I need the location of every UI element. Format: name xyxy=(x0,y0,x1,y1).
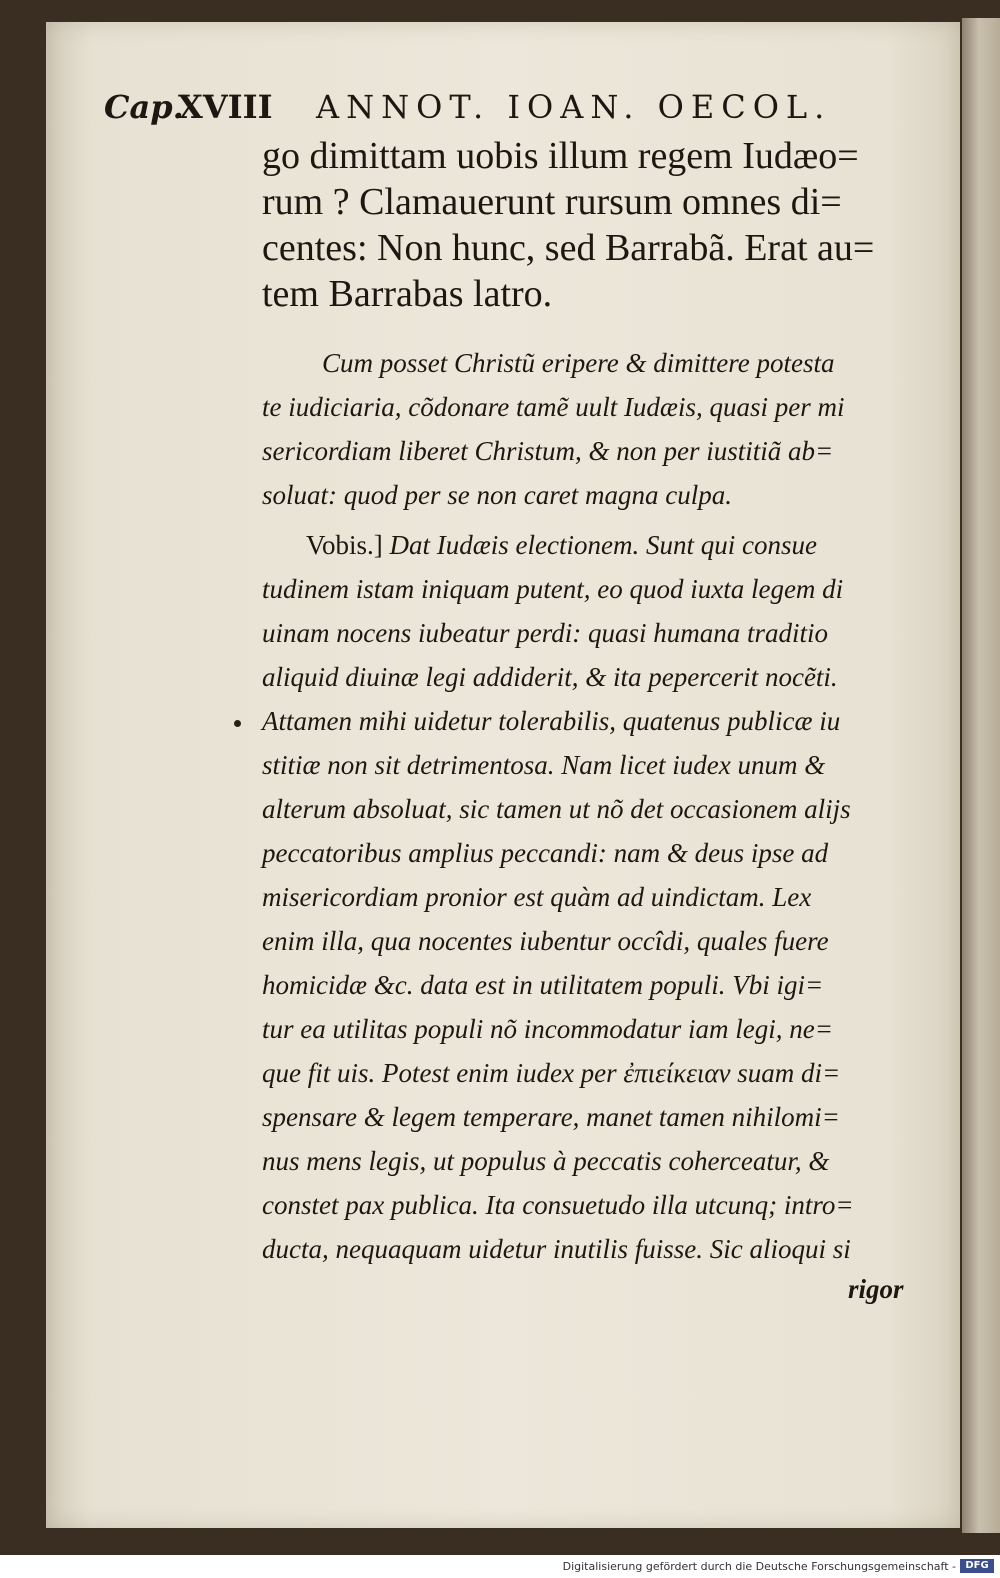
commentary-line: Attamen mihi uidetur tolerabilis, quatenus publicæ iu xyxy=(262,706,841,736)
commentary-line: constet pax publica. Ita consuetudo illa utcunq; intro= xyxy=(262,1190,854,1220)
margin-mark xyxy=(234,720,241,727)
catchword: rigor xyxy=(848,1274,904,1304)
commentary-line: stitiæ non sit detrimentosa. Nam licet iudex unum & xyxy=(262,750,826,780)
commentary-line: nus mens legis, ut populus à peccatis coherceatur, & xyxy=(262,1146,830,1176)
verse-line: tem Barrabas latro. xyxy=(262,273,553,315)
funding-note: Digitalisierung gefördert durch die Deutsche Forschungsgemeinschaft - xyxy=(562,1560,956,1573)
facing-page-edge xyxy=(962,18,1000,1533)
commentary-line: aliquid diuinæ legi addiderit, & ita pepercerit nocẽti. xyxy=(262,662,838,692)
commentary-line: peccatoribus amplius peccandi: nam & deus ipse ad xyxy=(262,838,829,868)
commentary-line: uinam nocens iubeatur perdi: quasi humana traditio xyxy=(262,618,828,648)
running-header xyxy=(104,88,924,132)
commentary-line: enim illa, qua nocentes iubentur occîdi, quales fuere xyxy=(262,926,829,956)
running-title: ANNOT. IOAN. OECOL. xyxy=(316,88,832,126)
commentary-line: que fit uis. Potest enim iudex per ἐπιείκειαν suam di= xyxy=(262,1058,841,1088)
verse-line: rum ? Clamauerunt rursum omnes di= xyxy=(262,181,842,223)
commentary-first-text: Dat Iudæis electionem. Sunt qui consue xyxy=(389,530,817,560)
commentary-line: tudinem istam iniquam putent, eo quod iuxta legem di xyxy=(262,574,844,604)
lemma: Vobis.] xyxy=(306,530,383,560)
dfg-logo: DFG xyxy=(960,1559,994,1573)
commentary-line xyxy=(306,530,817,561)
commentary-line: ducta, nequaquam uidetur inutilis fuisse. Sic alioqui si xyxy=(262,1234,851,1264)
commentary-line: te iudiciaria, cõdonare tamẽ uult Iudæis, quasi per mi xyxy=(262,392,845,422)
commentary-line: spensare & legem temperare, manet tamen nihilomi= xyxy=(262,1102,840,1132)
commentary-line: misericordiam pronior est quàm ad uindictam. Lex xyxy=(262,882,812,912)
verse-line: centes: Non hunc, sed Barrabã. Erat au= xyxy=(262,227,875,269)
commentary-line: alterum absoluat, sic tamen ut nõ det occasionem alijs xyxy=(262,794,851,824)
commentary-line: sericordiam liberet Christum, & non per iustitiã ab= xyxy=(262,436,834,466)
commentary-line: soluat: quod per se non caret magna culpa. xyxy=(262,480,732,510)
commentary-line: homicidæ &c. data est in utilitatem populi. Vbi igi= xyxy=(262,970,824,1000)
commentary-line: Cum posset Christũ eripere & dimittere potesta xyxy=(322,348,835,378)
verse-line: go dimittam uobis illum regem Iudæo= xyxy=(262,135,859,177)
footer-bar xyxy=(0,1555,1000,1578)
chapter-number: XVIII xyxy=(178,88,273,126)
commentary-line: tur ea utilitas populi nõ incommodatur iam legi, ne= xyxy=(262,1014,833,1044)
chapter-label: Cap. xyxy=(104,88,184,126)
